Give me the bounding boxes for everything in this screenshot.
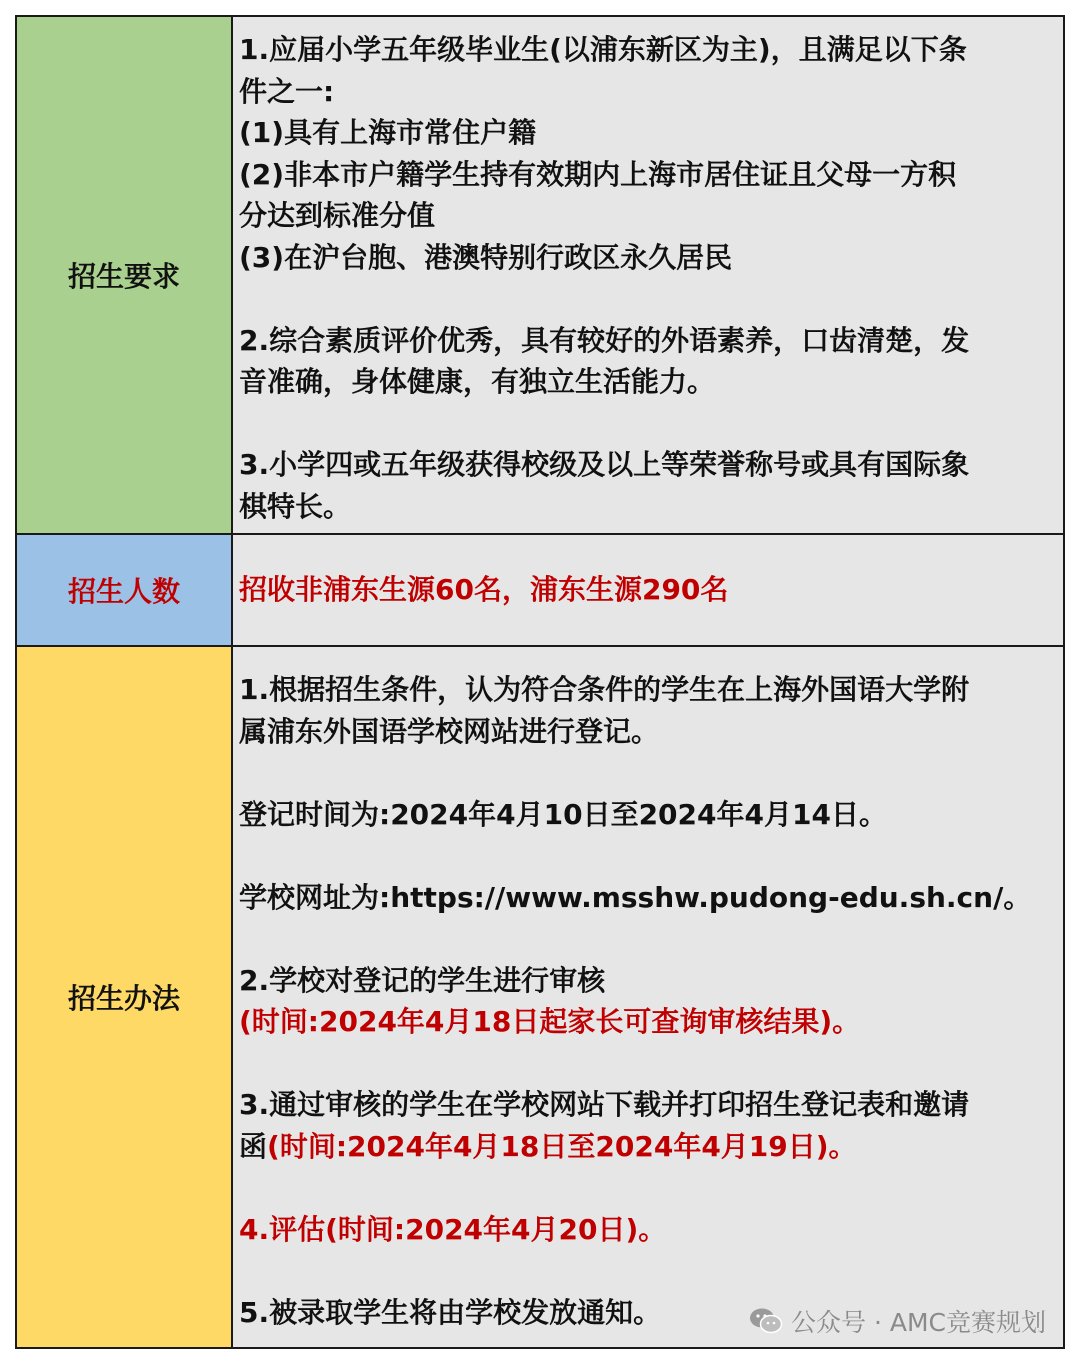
- req-line: (2)非本市户籍学生持有效期内上海市居住证且父母一方积: [239, 157, 957, 191]
- wechat-icon: [749, 1307, 783, 1335]
- proc-line-mixed: [239, 1126, 1055, 1168]
- req-line: 棋特长。: [239, 489, 352, 523]
- proc-line: 1.根据招生条件，认为符合条件的学生在上海外国语大学附: [239, 673, 970, 706]
- req-line: 1.应届小学五年级毕业生(以浦东新区为主)，且满足以下条: [239, 33, 967, 66]
- proc-line: 登记时间为:2024年4月10日至2024年4月14日。: [239, 797, 887, 831]
- content-enrollment-count: [233, 535, 1063, 645]
- enrollment-count-text: 招收非浦东生源60名，浦东生源290名: [239, 573, 729, 607]
- req-line: 分达到标准分值: [239, 199, 436, 232]
- req-line: 2.综合素质评价优秀，具有较好的外语素养，口齿清楚，发: [239, 323, 970, 357]
- req-line: 音准确，身体健康，有独立生活能力。: [239, 365, 716, 398]
- content-procedure: [233, 647, 1063, 1347]
- proc-line-part: 函: [239, 1129, 268, 1163]
- req-line: (1)具有上海市常住户籍: [239, 116, 537, 149]
- proc-line-highlight: 4.评估(时间:2024年4月20日)。: [239, 1212, 667, 1246]
- watermark: [749, 1303, 1046, 1339]
- proc-line-url: 学校网址为:https://www.msshw.pudong-edu.sh.cn/。: [239, 880, 1032, 914]
- admission-table: [15, 15, 1065, 1349]
- watermark-text: 公众号 · AMC竞赛规划: [791, 1308, 1046, 1337]
- label-requirements: 招生要求: [17, 17, 233, 533]
- proc-line-highlight: (时间:2024年4月18日至2024年4月19日)。: [267, 1129, 857, 1163]
- row-requirements: [17, 17, 1063, 535]
- row-procedure: [17, 647, 1063, 1347]
- req-line: (3)在沪台胞、港澳特别行政区永久居民: [239, 240, 733, 274]
- proc-line-highlight: (时间:2024年4月18日起家长可查询审核结果)。: [239, 1005, 861, 1038]
- proc-line: 5.被录取学生将由学校发放通知。: [239, 1295, 662, 1329]
- row-enrollment-count: [17, 535, 1063, 647]
- proc-line: 属浦东外国语学校网站进行登记。: [239, 714, 660, 748]
- content-requirements: [233, 17, 1063, 533]
- req-line: 3.小学四或五年级获得校级及以上等荣誉称号或具有国际象: [239, 448, 970, 481]
- req-line: 件之一:: [239, 74, 335, 108]
- label-procedure: 招生办法: [17, 647, 233, 1347]
- proc-line: 3.通过审核的学生在学校网站下载并打印招生登记表和邀请: [239, 1088, 970, 1121]
- label-enrollment-count: 招生人数: [17, 535, 233, 645]
- proc-line: 2.学校对登记的学生进行审核: [239, 963, 606, 997]
